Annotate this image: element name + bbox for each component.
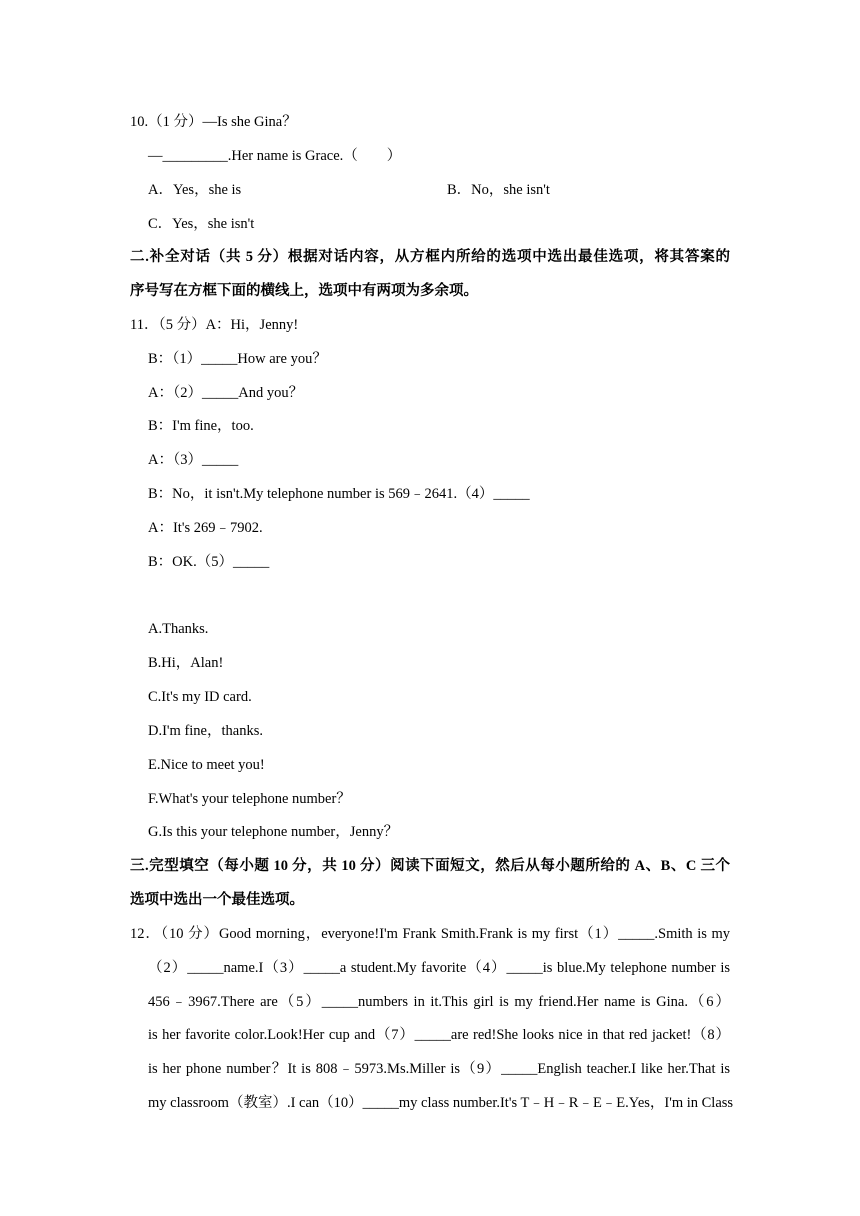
dialogue-line: B：No，it isn't.My telephone number is 569﹣2641.（4）_____ bbox=[148, 486, 530, 502]
dialogue-line: B：I'm fine，too. bbox=[148, 418, 254, 434]
passage-line: is her favorite color.Look!Her cup and（7）_____are red!She looks nice in that red jacket!（8） bbox=[148, 1027, 730, 1043]
choice-item: F.What's your telephone number？ bbox=[148, 791, 351, 807]
dialogue-line: B：（1）_____How are you？ bbox=[148, 351, 327, 367]
section2-heading-line1: 二.补全对话（共 5 分）根据对话内容，从方框内所给的选项中选出最佳选项，将其答案的 bbox=[130, 249, 730, 265]
q11-stem: 11．（5 分）A：Hi，Jenny! bbox=[130, 317, 299, 333]
passage-line: is her phone number？It is 808﹣5973.Ms.Miller is（9）_____English teacher.I like her.That is bbox=[148, 1061, 730, 1077]
choice-item: C.It's my ID card. bbox=[148, 689, 252, 705]
passage-line: 456﹣3967.There are（5）_____numbers in it.This girl is my friend.Her name is Gina.（6） bbox=[148, 994, 730, 1010]
choice-item: E.Nice to meet you! bbox=[148, 757, 265, 773]
choice-item: B.Hi，Alan! bbox=[148, 655, 224, 671]
q10-option-a: A．Yes，she is bbox=[148, 182, 242, 198]
dialogue-line: A：（2）_____And you？ bbox=[148, 385, 304, 401]
passage-line: my classroom（教室）.I can（10）_____my class number.It's T﹣H﹣R﹣E﹣E.Yes，I'm in Class bbox=[148, 1095, 734, 1111]
section3-heading-line1: 三.完型填空（每小题 10 分，共 10 分）阅读下面短文，然后从每小题所给的 A、B、C 三个 bbox=[130, 858, 730, 874]
section2-heading-line2: 序号写在方框下面的横线上，选项中有两项为多余项。 bbox=[130, 283, 478, 299]
choice-item: A.Thanks. bbox=[148, 621, 209, 637]
q10-stem: 10.（1 分）—Is she Gina？ bbox=[130, 114, 297, 130]
q10-option-c: C．Yes，she isn't bbox=[148, 216, 255, 232]
dialogue-line: A：It's 269﹣7902. bbox=[148, 520, 263, 536]
passage-line: 12．（10 分）Good morning，everyone!I'm Frank Smith.Frank is my first（1）_____.Smith is my bbox=[130, 926, 730, 942]
passage-line: （2）_____name.I（3）_____a student.My favorite（4）_____is blue.My telephone number is bbox=[148, 960, 730, 976]
q10-blank-line: —_________.Her name is Grace.（ ） bbox=[148, 148, 402, 164]
choice-item: D.I'm fine，thanks. bbox=[148, 723, 263, 739]
section3-heading-line2: 选项中选出一个最佳选项。 bbox=[130, 892, 304, 908]
dialogue-line: B：OK.（5）_____ bbox=[148, 554, 270, 570]
q10-option-b: B．No，she isn't bbox=[447, 182, 550, 198]
choice-item: G.Is this your telephone number，Jenny？ bbox=[148, 824, 399, 840]
dialogue-line: A：（3）_____ bbox=[148, 452, 239, 468]
